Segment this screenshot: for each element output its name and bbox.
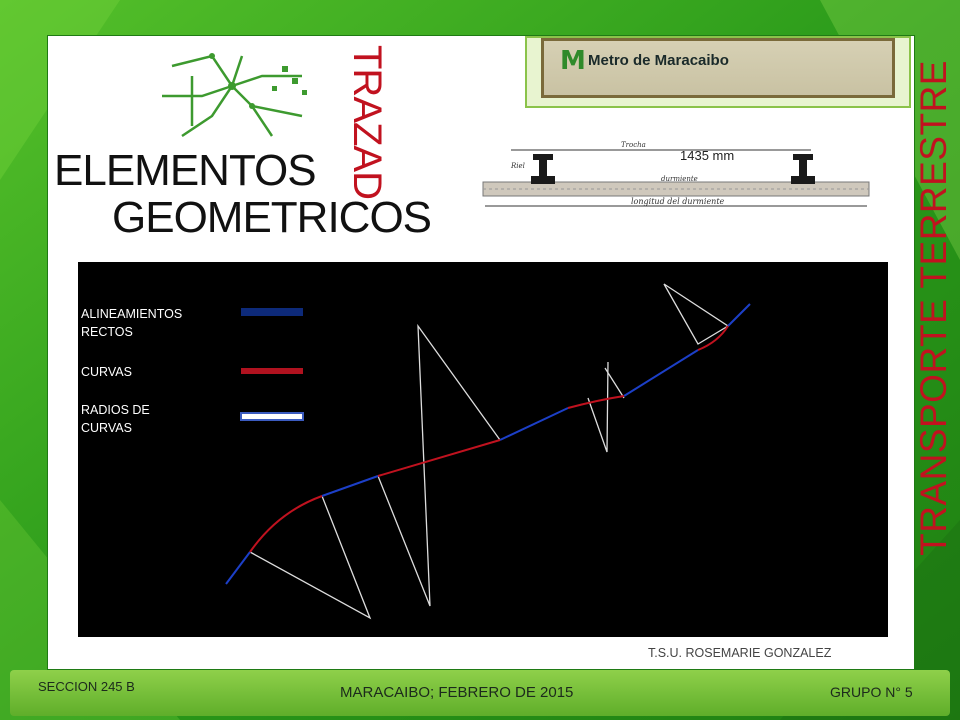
gauge-label: 1435 mm (680, 148, 735, 163)
svg-text:Riel: Riel (511, 162, 525, 170)
alignment-plan (78, 262, 888, 637)
legend-swatch-radius (241, 413, 303, 420)
footer-date: MARACAIBO; FEBRERO DE 2015 (340, 684, 574, 701)
side-title-text: TRANSPORTE TERRESTRE (913, 60, 954, 556)
rail-gauge-diagram (481, 136, 873, 228)
metro-logo-icon: M (560, 46, 586, 76)
legend-label-curve: CURVAS (81, 365, 132, 379)
legend-label-radius: RADIOS DE CURVAS (81, 403, 150, 435)
svg-text:Trocha: Trocha (621, 141, 646, 149)
side-title (915, 60, 952, 556)
trazado-vertical-title: TRAZAD (345, 45, 389, 199)
legend-label-straight: ALINEAMIENTOS RECTOS (81, 307, 183, 339)
footer-group: GRUPO N° 5 (830, 684, 913, 700)
footer-bar (10, 670, 950, 716)
legend-swatch-straight (241, 308, 303, 316)
title-line-2: GEOMETRICOS (112, 193, 432, 242)
metro-photo (541, 38, 895, 98)
footer-section: SECCION 245 B (38, 679, 135, 694)
svg-text:durmiente: durmiente (661, 175, 698, 183)
metro-photo-frame (525, 36, 911, 108)
legend-swatch-curve (241, 368, 303, 374)
author-label: T.S.U. ROSEMARIE GONZALEZ (648, 646, 832, 660)
network-map-icon (152, 46, 322, 146)
title-line-1: ELEMENTOS (54, 146, 316, 195)
svg-text:longitud del durmiente: longitud del durmiente (631, 197, 725, 206)
metro-logo-text: Metro de Maracaibo (588, 52, 729, 69)
